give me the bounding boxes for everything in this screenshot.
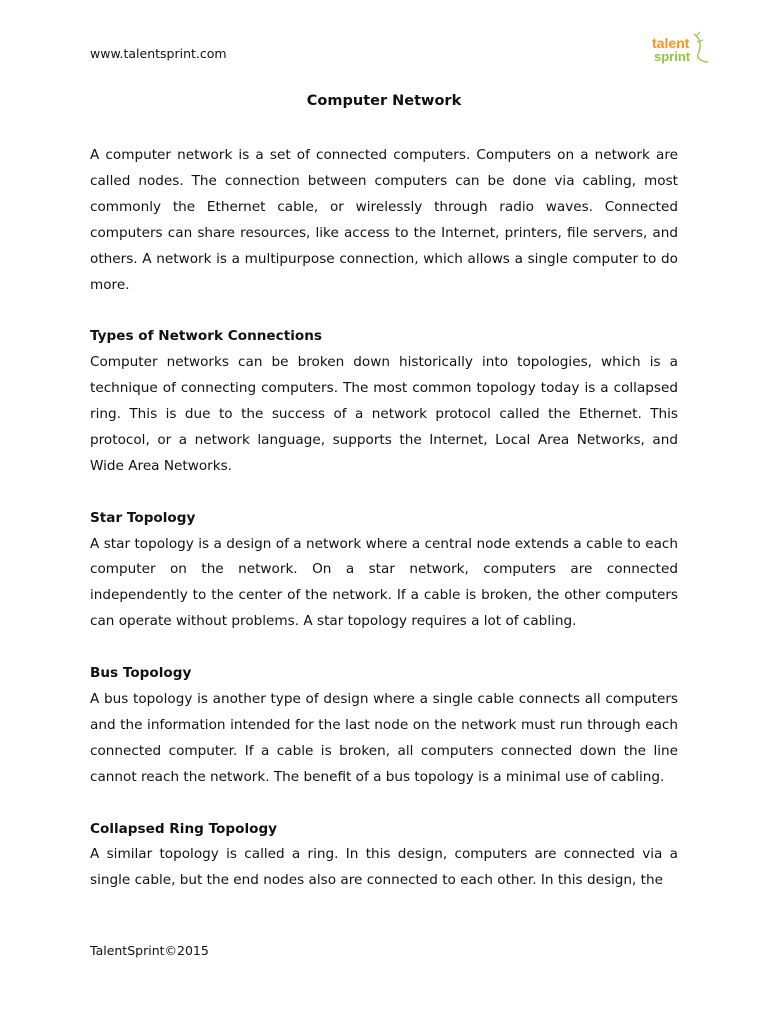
section-body-star-topology: A star topology is a design of a network where a central node extends a cable to each computer on the network. On a star network, computers are connected independently to the center of the network. If a cable is broken, the other computers can operate without problems. A star topology requires a lot of cabling. <box>90 535 678 630</box>
section-body-collapsed-ring: A similar topology is called a ring. In this design, computers are connected via a single cable, but the end nodes also are connected to each other. In this design, the <box>90 846 678 889</box>
talentsprint-logo <box>650 28 710 68</box>
document-title: Computer Network <box>306 93 462 109</box>
paragraph-spacer <box>90 791 678 817</box>
paragraph-spacer <box>90 480 678 506</box>
paragraph-spacer <box>90 298 678 324</box>
logo-text-talent: talent <box>652 35 690 51</box>
header-website-url: www.talentsprint.com <box>90 46 227 61</box>
section-body-network-connections: Computer networks can be broken down historically into topologies, which is a technique of connecting computers. The most common topology today is a collapsed ring. This is due to the success of a network protocol called the Ethernet. This protocol, or a network language, supports the Internet, Local Area Networks, and Wide Area Networks. <box>90 354 678 474</box>
section-heading-star-topology: Star Topology <box>90 509 196 526</box>
section-heading-network-connections: Types of Network Connections <box>90 328 322 345</box>
logo-runner-swoosh <box>694 34 708 62</box>
document-body <box>90 143 678 894</box>
section-heading-collapsed-ring: Collapsed Ring Topology <box>90 820 278 837</box>
intro-paragraph: A computer network is a set of connected computers. Computers on a network are called nodes. The connection between computers can be done via cabling, most commonly the Ethernet cable, or wirelessly through radio waves. Connected computers can share resources, like access to the Internet, printers, file servers, and others. A network is a multipurpose connection, which allows a single computer to do more. <box>90 147 678 293</box>
section-body-bus-topology: A bus topology is another type of design where a single cable connects all computers and the information intended for the last node on the network must run through each connected computer. If a cable is broken, all computers connected down the line cannot reach the network. The benefit of a bus topology is a minimal use of cabling. <box>90 690 678 785</box>
footer-copyright: TalentSprint©2015 <box>90 943 209 958</box>
section-heading-bus-topology: Bus Topology <box>90 665 192 682</box>
logo-text-sprint: sprint <box>654 49 691 64</box>
paragraph-spacer <box>90 635 678 661</box>
